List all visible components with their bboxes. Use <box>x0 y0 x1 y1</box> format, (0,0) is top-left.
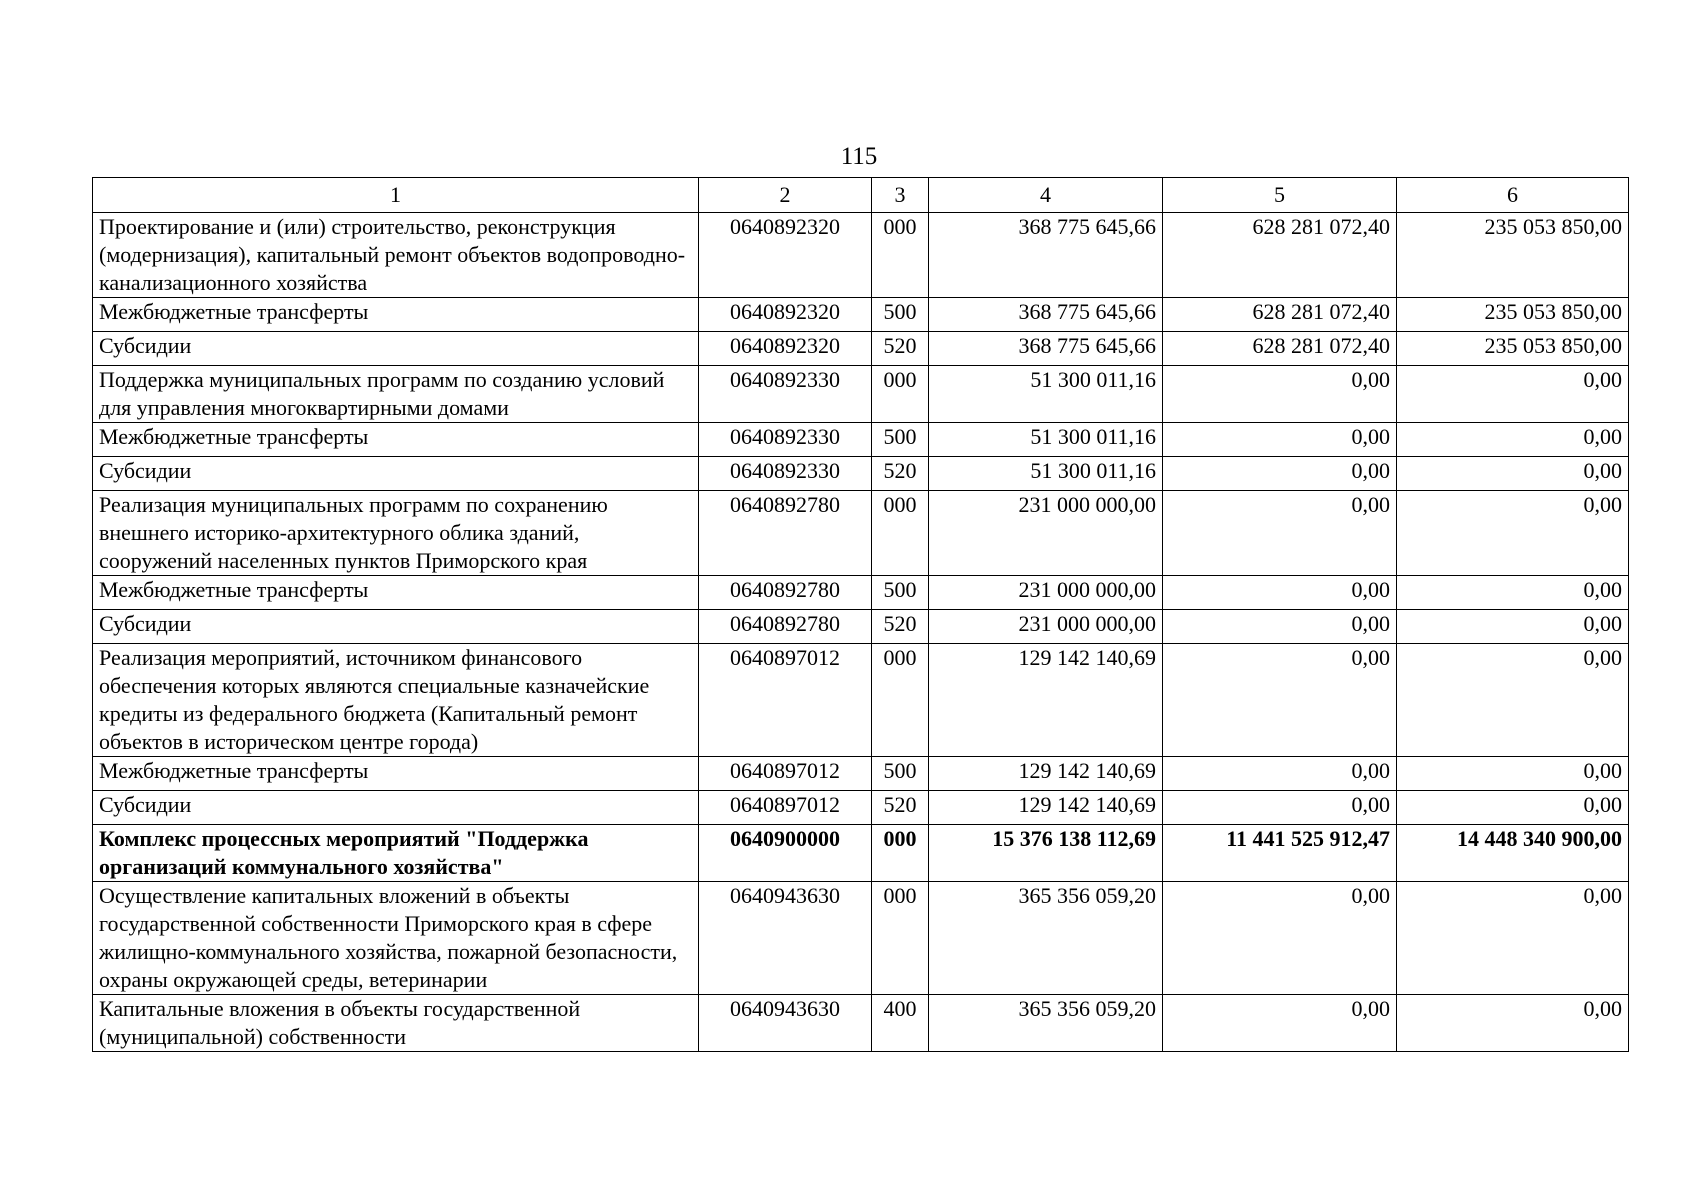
row-target-code: 0640892780 <box>699 610 872 644</box>
row-name: Межбюджетные трансферты <box>93 423 699 457</box>
table-row <box>93 491 1629 576</box>
row-target-code: 0640892320 <box>699 332 872 366</box>
table-row <box>93 366 1629 423</box>
table-body <box>93 213 1629 1052</box>
row-target-code: 0640892320 <box>699 213 872 298</box>
row-expense-type: 000 <box>872 213 929 298</box>
row-amount-col6: 0,00 <box>1397 644 1629 757</box>
row-amount-col4: 365 356 059,20 <box>929 995 1163 1052</box>
row-amount-col5: 11 441 525 912,47 <box>1163 825 1397 882</box>
table-row <box>93 825 1629 882</box>
row-expense-type: 500 <box>872 298 929 332</box>
row-amount-col6: 0,00 <box>1397 995 1629 1052</box>
row-amount-col6: 235 053 850,00 <box>1397 213 1629 298</box>
row-amount-col5: 0,00 <box>1163 576 1397 610</box>
row-name: Проектирование и (или) строительство, реконструкция (модернизация), капитальный ремонт объектов водопроводно-канализационного хозяйства <box>93 213 699 298</box>
table-row <box>93 882 1629 995</box>
row-target-code: 0640943630 <box>699 995 872 1052</box>
row-amount-col6: 235 053 850,00 <box>1397 298 1629 332</box>
table-row <box>93 644 1629 757</box>
row-amount-col6: 0,00 <box>1397 576 1629 610</box>
row-expense-type: 500 <box>872 423 929 457</box>
row-target-code: 0640943630 <box>699 882 872 995</box>
row-name: Субсидии <box>93 791 699 825</box>
row-expense-type: 000 <box>872 882 929 995</box>
row-name: Поддержка муниципальных программ по созданию условий для управления многоквартирными домами <box>93 366 699 423</box>
row-amount-col5: 0,00 <box>1163 610 1397 644</box>
row-amount-col4: 129 142 140,69 <box>929 791 1163 825</box>
row-target-code: 0640892320 <box>699 298 872 332</box>
row-amount-col6: 0,00 <box>1397 882 1629 995</box>
row-name: Реализация мероприятий, источником финансового обеспечения которых являются специальные казначейские кредиты из федерального бюджета (Капитальный ремонт объектов в историческом центре города) <box>93 644 699 757</box>
row-name: Межбюджетные трансферты <box>93 757 699 791</box>
header-col-3: 3 <box>872 178 929 213</box>
row-amount-col5: 0,00 <box>1163 366 1397 423</box>
row-amount-col5: 628 281 072,40 <box>1163 332 1397 366</box>
table-row <box>93 298 1629 332</box>
row-amount-col5: 0,00 <box>1163 995 1397 1052</box>
row-name: Субсидии <box>93 332 699 366</box>
header-row <box>93 178 1629 213</box>
row-amount-col6: 14 448 340 900,00 <box>1397 825 1629 882</box>
row-target-code: 0640897012 <box>699 757 872 791</box>
row-amount-col5: 0,00 <box>1163 423 1397 457</box>
row-amount-col4: 129 142 140,69 <box>929 644 1163 757</box>
row-amount-col4: 51 300 011,16 <box>929 457 1163 491</box>
row-expense-type: 520 <box>872 610 929 644</box>
row-amount-col4: 129 142 140,69 <box>929 757 1163 791</box>
row-amount-col4: 15 376 138 112,69 <box>929 825 1163 882</box>
table-row <box>93 576 1629 610</box>
row-name: Комплекс процессных мероприятий "Поддержка организаций коммунального хозяйства" <box>93 825 699 882</box>
row-amount-col6: 235 053 850,00 <box>1397 332 1629 366</box>
table-row <box>93 457 1629 491</box>
page-number: 115 <box>840 143 878 170</box>
row-name: Межбюджетные трансферты <box>93 576 699 610</box>
row-name: Капитальные вложения в объекты государственной (муниципальной) собственности <box>93 995 699 1052</box>
row-amount-col4: 368 775 645,66 <box>929 298 1163 332</box>
row-target-code: 0640897012 <box>699 791 872 825</box>
row-amount-col5: 628 281 072,40 <box>1163 298 1397 332</box>
row-name: Субсидии <box>93 610 699 644</box>
row-amount-col6: 0,00 <box>1397 457 1629 491</box>
row-amount-col4: 231 000 000,00 <box>929 491 1163 576</box>
row-target-code: 0640892780 <box>699 491 872 576</box>
row-expense-type: 000 <box>872 366 929 423</box>
budget-table <box>92 177 1629 1052</box>
row-amount-col6: 0,00 <box>1397 366 1629 423</box>
row-expense-type: 000 <box>872 644 929 757</box>
row-expense-type: 000 <box>872 491 929 576</box>
header-col-4: 4 <box>929 178 1163 213</box>
row-target-code: 0640892330 <box>699 457 872 491</box>
header-col-1: 1 <box>93 178 699 213</box>
row-amount-col5: 0,00 <box>1163 491 1397 576</box>
row-target-code: 0640897012 <box>699 644 872 757</box>
row-amount-col5: 0,00 <box>1163 457 1397 491</box>
row-target-code: 0640892780 <box>699 576 872 610</box>
row-expense-type: 000 <box>872 825 929 882</box>
header-col-6: 6 <box>1397 178 1629 213</box>
header-col-5: 5 <box>1163 178 1397 213</box>
row-expense-type: 400 <box>872 995 929 1052</box>
row-expense-type: 520 <box>872 457 929 491</box>
row-amount-col4: 51 300 011,16 <box>929 423 1163 457</box>
row-name: Межбюджетные трансферты <box>93 298 699 332</box>
table-row <box>93 213 1629 298</box>
row-amount-col4: 368 775 645,66 <box>929 332 1163 366</box>
row-amount-col6: 0,00 <box>1397 423 1629 457</box>
row-amount-col6: 0,00 <box>1397 791 1629 825</box>
row-amount-col5: 0,00 <box>1163 757 1397 791</box>
row-target-code: 0640892330 <box>699 423 872 457</box>
row-amount-col4: 365 356 059,20 <box>929 882 1163 995</box>
row-amount-col5: 0,00 <box>1163 644 1397 757</box>
row-target-code: 0640892330 <box>699 366 872 423</box>
header-col-2: 2 <box>699 178 872 213</box>
row-amount-col4: 231 000 000,00 <box>929 576 1163 610</box>
row-expense-type: 520 <box>872 791 929 825</box>
row-expense-type: 500 <box>872 576 929 610</box>
row-expense-type: 520 <box>872 332 929 366</box>
row-amount-col5: 628 281 072,40 <box>1163 213 1397 298</box>
row-name: Субсидии <box>93 457 699 491</box>
row-amount-col6: 0,00 <box>1397 610 1629 644</box>
table-row <box>93 332 1629 366</box>
row-amount-col6: 0,00 <box>1397 757 1629 791</box>
table-row <box>93 791 1629 825</box>
row-amount-col4: 231 000 000,00 <box>929 610 1163 644</box>
row-amount-col4: 51 300 011,16 <box>929 366 1163 423</box>
table-row <box>93 757 1629 791</box>
table-row <box>93 423 1629 457</box>
row-name: Реализация муниципальных программ по сохранению внешнего историко-архитектурного облика зданий, сооружений населенных пунктов Приморского края <box>93 491 699 576</box>
table-row <box>93 995 1629 1052</box>
row-expense-type: 500 <box>872 757 929 791</box>
row-target-code: 0640900000 <box>699 825 872 882</box>
row-amount-col4: 368 775 645,66 <box>929 213 1163 298</box>
row-amount-col6: 0,00 <box>1397 491 1629 576</box>
row-amount-col5: 0,00 <box>1163 791 1397 825</box>
table-row <box>93 610 1629 644</box>
row-amount-col5: 0,00 <box>1163 882 1397 995</box>
row-name: Осуществление капитальных вложений в объекты государственной собственности Приморского края в сфере жилищно-коммунального хозяйства, пожарной безопасности, охраны окружающей среды, ветеринарии <box>93 882 699 995</box>
